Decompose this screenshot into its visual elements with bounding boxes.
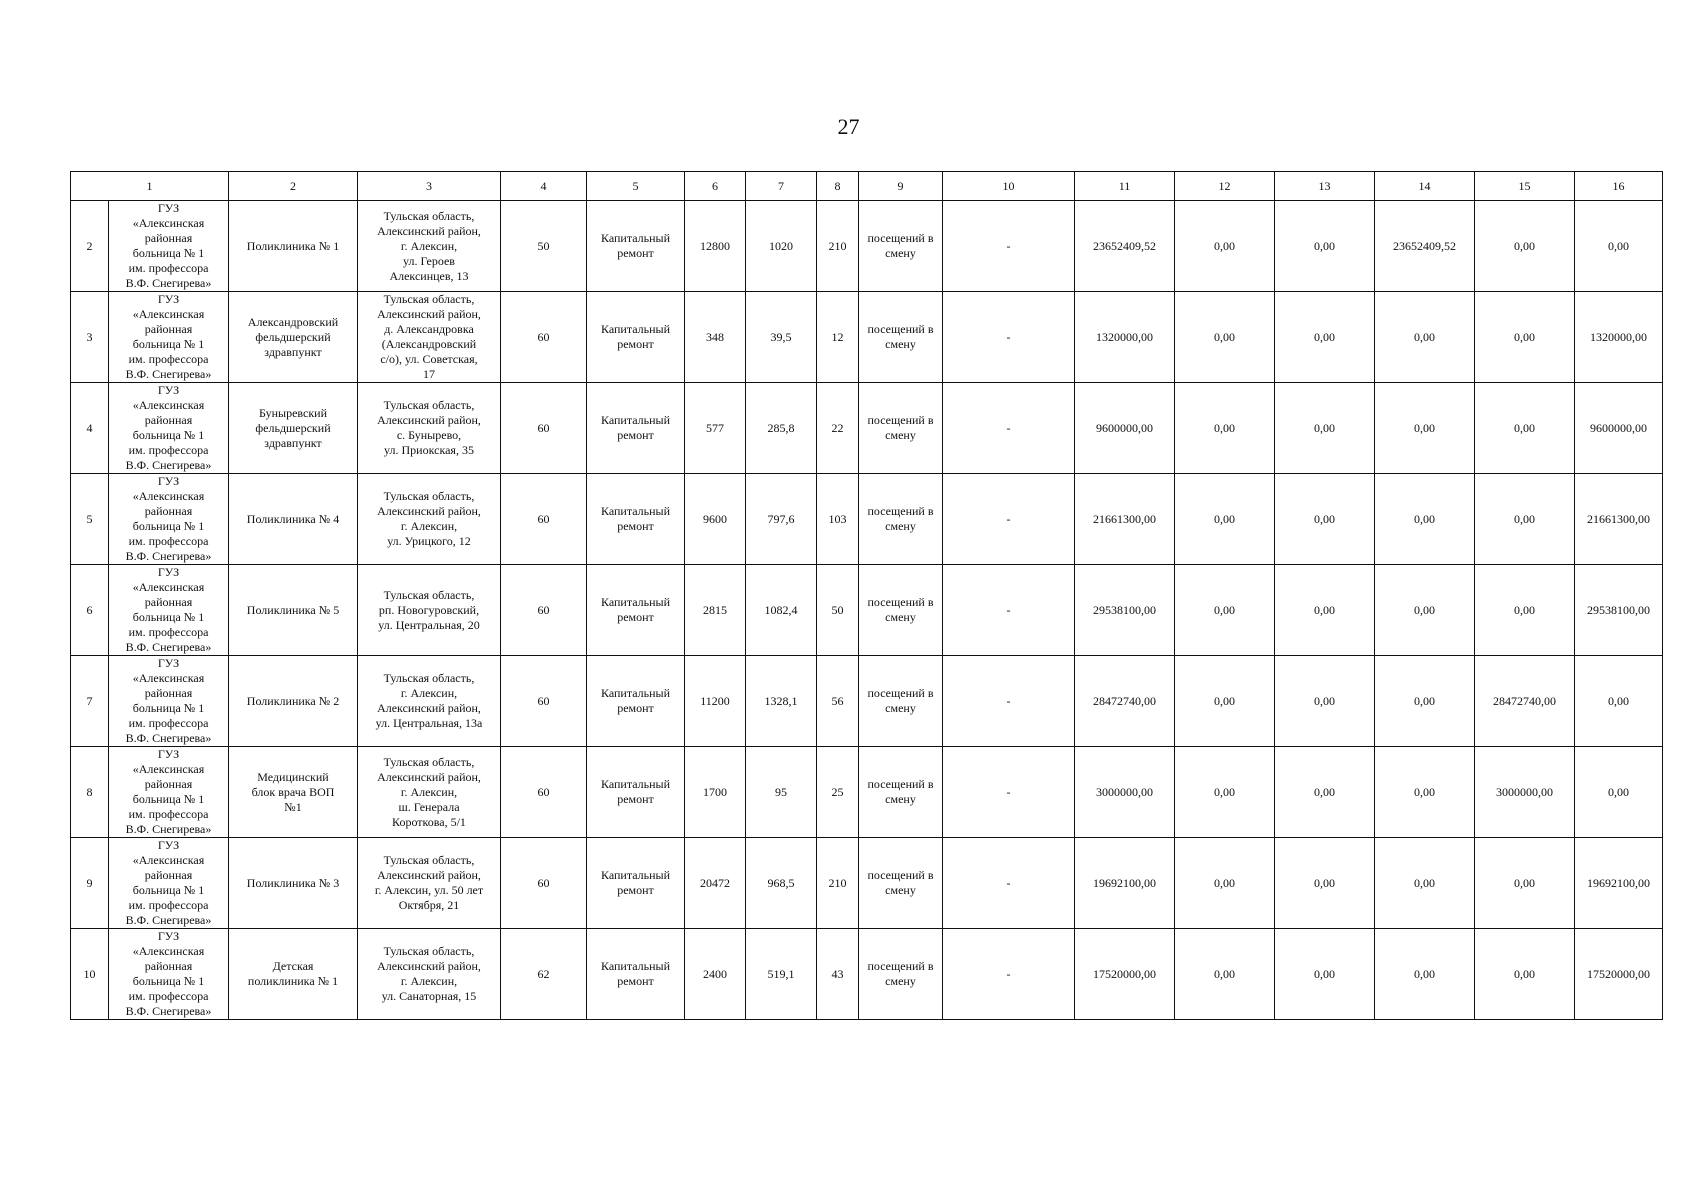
header-cell: 4 <box>501 172 587 201</box>
cell-object-name: Александровский фельдшерский здравпункт <box>229 292 358 383</box>
cell-column-8: 210 <box>817 838 859 929</box>
cell-work-type: Капитальный ремонт <box>587 838 685 929</box>
table-row <box>71 565 1663 656</box>
cell-column-12: 0,00 <box>1175 929 1275 1020</box>
header-cell: 6 <box>685 172 746 201</box>
cell-column-16: 21661300,00 <box>1575 474 1663 565</box>
cell-column-13: 0,00 <box>1275 747 1375 838</box>
cell-column-13: 0,00 <box>1275 929 1375 1020</box>
cell-column-14: 0,00 <box>1375 838 1475 929</box>
cell-address: Тульская область, Алексинский район, с. Бунырево, ул. Приокская, 35 <box>358 383 501 474</box>
cell-organization: ГУЗ «Алексинская районная больница № 1 им. профессора В.Ф. Снегирева» <box>109 474 229 565</box>
cell-row-number: 7 <box>71 656 109 747</box>
cell-column-11: 19692100,00 <box>1075 838 1175 929</box>
header-cell: 9 <box>859 172 943 201</box>
header-cell: 7 <box>746 172 817 201</box>
table-row <box>71 292 1663 383</box>
cell-organization: ГУЗ «Алексинская районная больница № 1 им. профессора В.Ф. Снегирева» <box>109 656 229 747</box>
cell-column-8: 103 <box>817 474 859 565</box>
cell-column-6: 20472 <box>685 838 746 929</box>
cell-column-16: 0,00 <box>1575 201 1663 292</box>
header-cell: 12 <box>1175 172 1275 201</box>
cell-object-name: Поликлиника № 2 <box>229 656 358 747</box>
cell-column-12: 0,00 <box>1175 656 1275 747</box>
cell-column-14: 0,00 <box>1375 656 1475 747</box>
cell-column-11: 21661300,00 <box>1075 474 1175 565</box>
cell-unit: посещений в смену <box>859 838 943 929</box>
header-cell: 15 <box>1475 172 1575 201</box>
cell-column-6: 348 <box>685 292 746 383</box>
cell-column-10: - <box>943 929 1075 1020</box>
cell-column-16: 17520000,00 <box>1575 929 1663 1020</box>
cell-column-16: 9600000,00 <box>1575 383 1663 474</box>
cell-column-7: 797,6 <box>746 474 817 565</box>
cell-column-8: 50 <box>817 565 859 656</box>
cell-column-15: 3000000,00 <box>1475 747 1575 838</box>
cell-address: Тульская область, Алексинский район, г. Алексин, ул. Героев Алексинцев, 13 <box>358 201 501 292</box>
table-row <box>71 383 1663 474</box>
cell-column-10: - <box>943 747 1075 838</box>
cell-column-4: 60 <box>501 292 587 383</box>
cell-column-8: 22 <box>817 383 859 474</box>
cell-column-13: 0,00 <box>1275 656 1375 747</box>
cell-column-4: 60 <box>501 383 587 474</box>
table-row <box>71 201 1663 292</box>
cell-column-7: 39,5 <box>746 292 817 383</box>
cell-column-13: 0,00 <box>1275 201 1375 292</box>
header-cell: 11 <box>1075 172 1175 201</box>
cell-column-8: 43 <box>817 929 859 1020</box>
cell-column-12: 0,00 <box>1175 383 1275 474</box>
cell-column-8: 12 <box>817 292 859 383</box>
cell-object-name: Буныревский фельдшерский здравпункт <box>229 383 358 474</box>
cell-column-16: 0,00 <box>1575 656 1663 747</box>
header-cell: 2 <box>229 172 358 201</box>
header-cell: 5 <box>587 172 685 201</box>
page-number: 27 <box>837 114 860 139</box>
table-row <box>71 747 1663 838</box>
cell-column-14: 0,00 <box>1375 565 1475 656</box>
cell-organization: ГУЗ «Алексинская районная больница № 1 им. профессора В.Ф. Снегирева» <box>109 201 229 292</box>
header-cell: 1 <box>71 172 229 201</box>
table-row <box>71 474 1663 565</box>
cell-object-name: Детская поликлиника № 1 <box>229 929 358 1020</box>
cell-organization: ГУЗ «Алексинская районная больница № 1 им. профессора В.Ф. Снегирева» <box>109 929 229 1020</box>
cell-object-name: Поликлиника № 1 <box>229 201 358 292</box>
cell-object-name: Поликлиника № 3 <box>229 838 358 929</box>
cell-unit: посещений в смену <box>859 929 943 1020</box>
cell-column-15: 0,00 <box>1475 474 1575 565</box>
cell-column-10: - <box>943 292 1075 383</box>
table-row <box>71 838 1663 929</box>
cell-work-type: Капитальный ремонт <box>587 383 685 474</box>
cell-column-6: 577 <box>685 383 746 474</box>
cell-column-12: 0,00 <box>1175 474 1275 565</box>
cell-column-13: 0,00 <box>1275 383 1375 474</box>
cell-column-6: 2400 <box>685 929 746 1020</box>
cell-column-15: 0,00 <box>1475 201 1575 292</box>
cell-column-7: 968,5 <box>746 838 817 929</box>
cell-address: Тульская область, Алексинский район, г. Алексин, ш. Генерала Короткова, 5/1 <box>358 747 501 838</box>
cell-row-number: 4 <box>71 383 109 474</box>
cell-row-number: 8 <box>71 747 109 838</box>
cell-column-13: 0,00 <box>1275 474 1375 565</box>
header-cell: 16 <box>1575 172 1663 201</box>
cell-organization: ГУЗ «Алексинская районная больница № 1 им. профессора В.Ф. Снегирева» <box>109 838 229 929</box>
cell-column-16: 1320000,00 <box>1575 292 1663 383</box>
cell-address: Тульская область, Алексинский район, г. Алексин, ул. 50 лет Октября, 21 <box>358 838 501 929</box>
cell-column-10: - <box>943 838 1075 929</box>
cell-column-6: 12800 <box>685 201 746 292</box>
cell-column-10: - <box>943 474 1075 565</box>
cell-column-10: - <box>943 565 1075 656</box>
cell-organization: ГУЗ «Алексинская районная больница № 1 им. профессора В.Ф. Снегирева» <box>109 565 229 656</box>
cell-column-6: 9600 <box>685 474 746 565</box>
cell-row-number: 9 <box>71 838 109 929</box>
cell-organization: ГУЗ «Алексинская районная больница № 1 им. профессора В.Ф. Снегирева» <box>109 747 229 838</box>
cell-column-11: 1320000,00 <box>1075 292 1175 383</box>
cell-column-14: 0,00 <box>1375 474 1475 565</box>
cell-column-10: - <box>943 383 1075 474</box>
header-cell: 14 <box>1375 172 1475 201</box>
cell-column-15: 0,00 <box>1475 383 1575 474</box>
cell-column-14: 0,00 <box>1375 929 1475 1020</box>
header-row <box>71 172 1663 201</box>
header-cell: 13 <box>1275 172 1375 201</box>
cell-column-8: 25 <box>817 747 859 838</box>
cell-row-number: 6 <box>71 565 109 656</box>
header-cell: 8 <box>817 172 859 201</box>
cell-column-15: 28472740,00 <box>1475 656 1575 747</box>
cell-column-4: 50 <box>501 201 587 292</box>
cell-column-11: 29538100,00 <box>1075 565 1175 656</box>
investment-table <box>70 171 1663 1020</box>
cell-column-15: 0,00 <box>1475 565 1575 656</box>
cell-work-type: Капитальный ремонт <box>587 474 685 565</box>
table-body <box>71 172 1663 1020</box>
header-cell: 10 <box>943 172 1075 201</box>
cell-column-8: 56 <box>817 656 859 747</box>
cell-address: Тульская область, Алексинский район, г. Алексин, ул. Санаторная, 15 <box>358 929 501 1020</box>
cell-work-type: Капитальный ремонт <box>587 929 685 1020</box>
cell-column-7: 1082,4 <box>746 565 817 656</box>
cell-column-16: 19692100,00 <box>1575 838 1663 929</box>
cell-column-13: 0,00 <box>1275 838 1375 929</box>
cell-column-12: 0,00 <box>1175 292 1275 383</box>
cell-column-13: 0,00 <box>1275 292 1375 383</box>
cell-unit: посещений в смену <box>859 565 943 656</box>
cell-column-12: 0,00 <box>1175 747 1275 838</box>
cell-address: Тульская область, Алексинский район, г. Алексин, ул. Урицкого, 12 <box>358 474 501 565</box>
cell-column-12: 0,00 <box>1175 201 1275 292</box>
cell-object-name: Поликлиника № 4 <box>229 474 358 565</box>
cell-column-4: 60 <box>501 656 587 747</box>
cell-column-14: 0,00 <box>1375 747 1475 838</box>
cell-work-type: Капитальный ремонт <box>587 747 685 838</box>
cell-unit: посещений в смену <box>859 383 943 474</box>
cell-column-7: 1020 <box>746 201 817 292</box>
cell-column-16: 29538100,00 <box>1575 565 1663 656</box>
cell-column-7: 285,8 <box>746 383 817 474</box>
cell-column-7: 95 <box>746 747 817 838</box>
cell-row-number: 3 <box>71 292 109 383</box>
cell-work-type: Капитальный ремонт <box>587 565 685 656</box>
cell-column-10: - <box>943 656 1075 747</box>
cell-unit: посещений в смену <box>859 201 943 292</box>
cell-column-8: 210 <box>817 201 859 292</box>
cell-organization: ГУЗ «Алексинская районная больница № 1 им. профессора В.Ф. Снегирева» <box>109 383 229 474</box>
cell-address: Тульская область, рп. Новогуровский, ул. Центральная, 20 <box>358 565 501 656</box>
cell-address: Тульская область, Алексинский район, д. Александровка (Александровский с/о), ул. Советская, 17 <box>358 292 501 383</box>
cell-work-type: Капитальный ремонт <box>587 656 685 747</box>
cell-organization: ГУЗ «Алексинская районная больница № 1 им. профессора В.Ф. Снегирева» <box>109 292 229 383</box>
cell-column-14: 0,00 <box>1375 383 1475 474</box>
cell-column-4: 60 <box>501 747 587 838</box>
cell-unit: посещений в смену <box>859 747 943 838</box>
cell-column-4: 60 <box>501 838 587 929</box>
table-row <box>71 656 1663 747</box>
cell-unit: посещений в смену <box>859 292 943 383</box>
cell-column-6: 2815 <box>685 565 746 656</box>
cell-column-7: 1328,1 <box>746 656 817 747</box>
cell-column-4: 62 <box>501 929 587 1020</box>
cell-column-14: 23652409,52 <box>1375 201 1475 292</box>
cell-row-number: 5 <box>71 474 109 565</box>
cell-column-11: 9600000,00 <box>1075 383 1175 474</box>
cell-column-11: 17520000,00 <box>1075 929 1175 1020</box>
cell-column-13: 0,00 <box>1275 565 1375 656</box>
cell-column-11: 3000000,00 <box>1075 747 1175 838</box>
cell-column-7: 519,1 <box>746 929 817 1020</box>
cell-column-14: 0,00 <box>1375 292 1475 383</box>
cell-row-number: 2 <box>71 201 109 292</box>
cell-unit: посещений в смену <box>859 656 943 747</box>
cell-address: Тульская область, г. Алексин, Алексинский район, ул. Центральная, 13а <box>358 656 501 747</box>
header-cell: 3 <box>358 172 501 201</box>
cell-work-type: Капитальный ремонт <box>587 201 685 292</box>
cell-column-15: 0,00 <box>1475 292 1575 383</box>
cell-column-11: 23652409,52 <box>1075 201 1175 292</box>
cell-column-12: 0,00 <box>1175 838 1275 929</box>
cell-column-16: 0,00 <box>1575 747 1663 838</box>
cell-column-12: 0,00 <box>1175 565 1275 656</box>
cell-column-4: 60 <box>501 474 587 565</box>
cell-object-name: Поликлиника № 5 <box>229 565 358 656</box>
cell-column-15: 0,00 <box>1475 838 1575 929</box>
cell-column-10: - <box>943 201 1075 292</box>
cell-object-name: Медицинский блок врача ВОП №1 <box>229 747 358 838</box>
cell-column-6: 1700 <box>685 747 746 838</box>
cell-column-4: 60 <box>501 565 587 656</box>
cell-unit: посещений в смену <box>859 474 943 565</box>
cell-row-number: 10 <box>71 929 109 1020</box>
table-row <box>71 929 1663 1020</box>
cell-column-15: 0,00 <box>1475 929 1575 1020</box>
cell-column-11: 28472740,00 <box>1075 656 1175 747</box>
cell-column-6: 11200 <box>685 656 746 747</box>
cell-work-type: Капитальный ремонт <box>587 292 685 383</box>
